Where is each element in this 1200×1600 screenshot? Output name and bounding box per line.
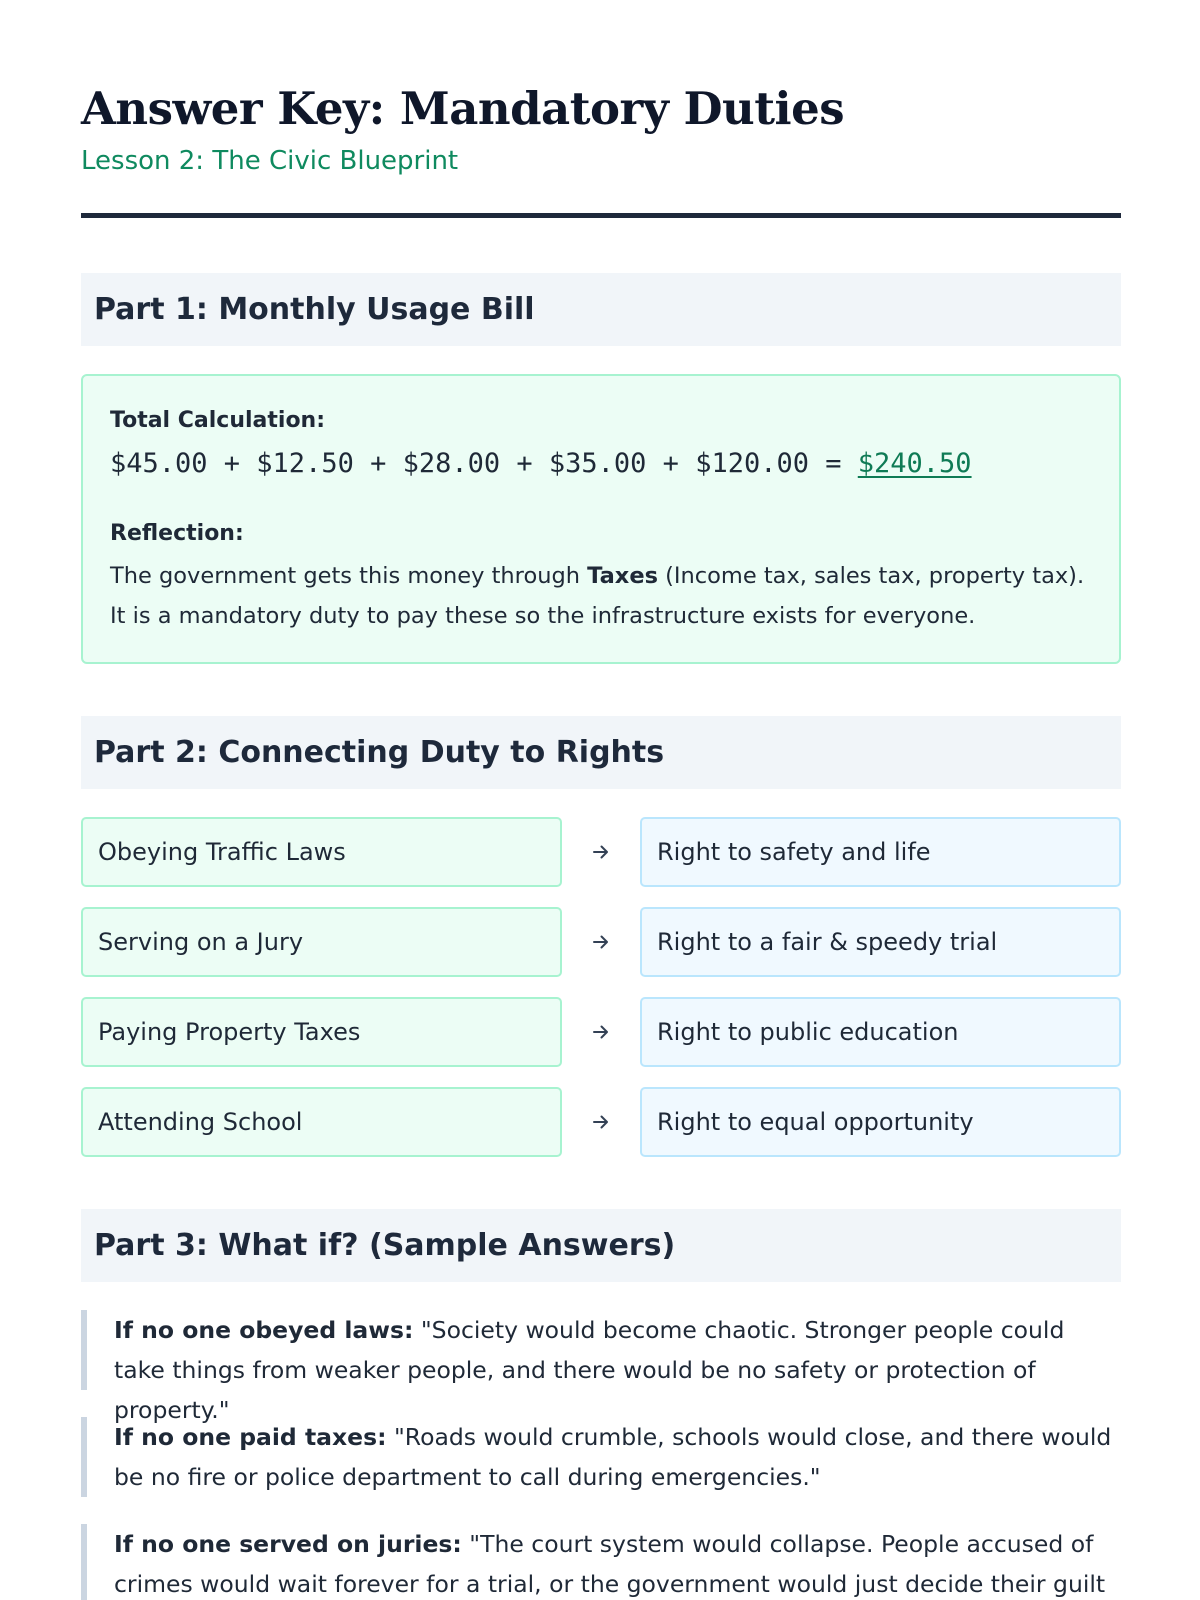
sample-answer-text xyxy=(114,1310,1121,1430)
sample-answer-text xyxy=(114,1524,1121,1600)
reflection-text xyxy=(110,556,1095,636)
arrow-right-icon xyxy=(562,907,640,977)
sample-answer xyxy=(81,1417,1121,1497)
right-box: Right to a fair & speedy trial xyxy=(640,907,1121,977)
part3-header xyxy=(81,1209,1121,1282)
sample-answer-body: "Society would become chaotic. Stronger people could take things from weaker people, and there would be no safety or protection of property." xyxy=(114,1316,1065,1424)
sample-answer-lead: If no one obeyed laws: xyxy=(114,1316,414,1344)
sample-answer-text xyxy=(114,1417,1121,1497)
part3-heading: Part 3: What if? (Sample Answers) xyxy=(94,1228,676,1263)
part1-heading: Part 1: Monthly Usage Bill xyxy=(94,292,535,327)
right-box: Right to equal opportunity xyxy=(640,1087,1121,1157)
sample-answer xyxy=(81,1310,1121,1424)
right-box: Right to public education xyxy=(640,997,1121,1067)
calculation-label: Total Calculation: xyxy=(110,408,326,433)
page-title: Answer Key: Mandatory Duties xyxy=(81,82,845,135)
reflection-text-start: The government gets this money through xyxy=(110,563,581,589)
arrow-right-icon xyxy=(562,817,640,887)
arrow-right-icon xyxy=(562,1087,640,1157)
calculation-terms: $45.00 + $12.50 + $28.00 + $35.00 + $120.00 = xyxy=(110,448,842,479)
part2-header xyxy=(81,716,1121,789)
title-divider xyxy=(81,213,1121,218)
duty-right-row xyxy=(81,1087,1121,1157)
duty-box: Attending School xyxy=(81,1087,562,1157)
sample-answer-lead: If no one served on juries: xyxy=(114,1530,462,1558)
right-box: Right to safety and life xyxy=(640,817,1121,887)
part1-header xyxy=(81,273,1121,346)
duty-box: Serving on a Jury xyxy=(81,907,562,977)
sample-answer-lead: If no one paid taxes: xyxy=(114,1423,387,1451)
lesson-subtitle: Lesson 2: The Civic Blueprint xyxy=(81,146,459,176)
calculation-total: $240.50 xyxy=(857,448,972,479)
arrow-right-icon xyxy=(562,997,640,1067)
duty-box: Paying Property Taxes xyxy=(81,997,562,1067)
duty-right-row xyxy=(81,997,1121,1067)
reflection-label: Reflection: xyxy=(110,521,244,546)
duty-right-row xyxy=(81,907,1121,977)
reflection-keyword: Taxes xyxy=(587,563,658,589)
calculation-expression xyxy=(110,448,972,479)
duty-right-row xyxy=(81,817,1121,887)
part2-heading: Part 2: Connecting Duty to Rights xyxy=(94,735,665,770)
reflection-text-end: (Income tax, sales tax, property tax). It is a mandatory duty to pay these so the infrastructure exists for everyone. xyxy=(110,563,1085,629)
calculation-box xyxy=(81,374,1121,664)
sample-answer xyxy=(81,1524,1121,1600)
sample-answer-body: "Roads would crumble, schools would close, and there would be no fire or police department to call during emergencies." xyxy=(114,1423,1112,1491)
duty-box: Obeying Traffic Laws xyxy=(81,817,562,887)
sample-answer-body: "The court system would collapse. People accused of crimes would wait forever for a trial, or the government would just decide their guilt xyxy=(114,1530,1106,1598)
